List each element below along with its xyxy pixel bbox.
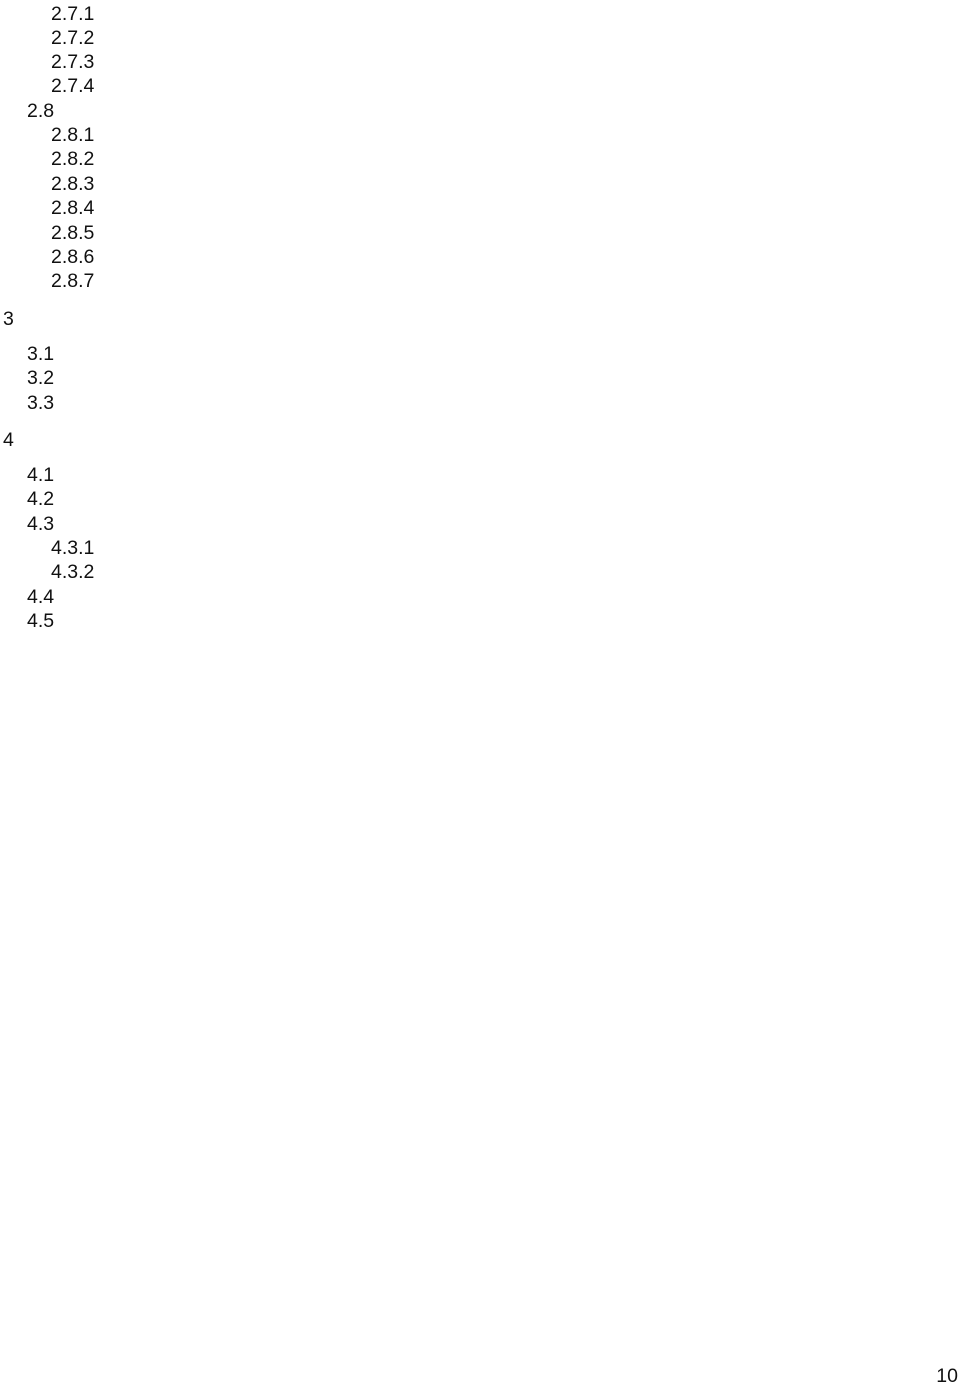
toc-entry-number: 2.7.4: [51, 75, 95, 97]
toc-entry-number: 4.2: [27, 488, 55, 510]
toc-entry-number: 4.5: [27, 610, 55, 632]
toc-entry-number: 3: [3, 308, 14, 330]
toc-entry-number: 4: [3, 429, 14, 451]
toc-entry-number: 2.8.1: [51, 124, 95, 146]
toc-entry-number: 2.8.2: [51, 148, 95, 170]
toc-entry-number: 4.4: [27, 586, 55, 608]
toc-entry-number: 2.7.3: [51, 51, 95, 73]
toc-entry-number: 2.8.3: [51, 173, 95, 195]
toc-entry-number: 2.8.6: [51, 246, 95, 268]
toc-entry-number: 3.2: [27, 367, 55, 389]
toc-entry-number: 4.3.2: [51, 561, 95, 583]
toc-entry-number: 2.7.2: [51, 27, 95, 49]
toc-entry-number: 2.8.5: [51, 222, 95, 244]
toc-entry-number: 2.8: [27, 100, 55, 122]
toc-entry-number: 4.3.1: [51, 537, 95, 559]
toc-entry-number: 4.1: [27, 464, 55, 486]
toc-entry-number: 2.8.4: [51, 197, 95, 219]
page-number: 10: [936, 1365, 958, 1387]
toc-entry-number: 2.7.1: [51, 3, 95, 25]
toc-entry-number: 3.3: [27, 392, 55, 414]
toc-entry-number: 3.1: [27, 343, 55, 365]
toc-entry-number: 2.8.7: [51, 270, 95, 292]
toc-entry-number: 4.3: [27, 513, 55, 535]
